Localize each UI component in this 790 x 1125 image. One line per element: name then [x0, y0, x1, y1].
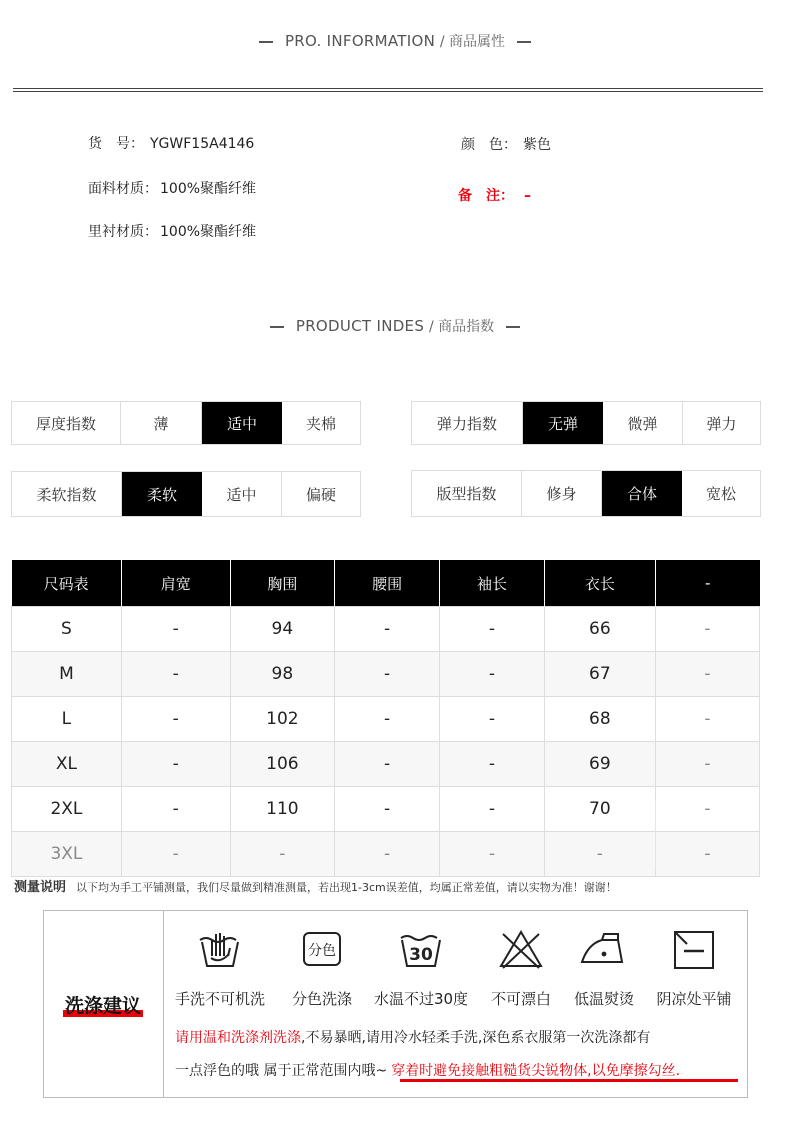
size-header-cell: - [655, 560, 759, 607]
size-value-cell: - [655, 607, 759, 652]
fabric-value: 100%聚酯纤维 [160, 181, 257, 197]
size-row [12, 787, 760, 832]
size-label-cell: 2XL [12, 787, 122, 832]
product-color-row: 颜 色： 紫色 [461, 137, 551, 153]
size-value-cell: - [440, 832, 545, 877]
lining-value: 100%聚酯纤维 [160, 224, 257, 240]
washing-text-warning: 穿着时避免接触粗糙货尖锐物体,以免摩擦勾丝. [391, 1063, 681, 1079]
size-value-cell: 98 [230, 652, 335, 697]
elasticity-index [411, 401, 761, 445]
svg-text:分色: 分色 [308, 943, 336, 959]
size-value-cell: 68 [544, 697, 655, 742]
care-item-separate-wash [274, 928, 370, 1009]
care-item-iron-low [556, 928, 652, 1009]
size-value-cell: 69 [544, 742, 655, 787]
elasticity-option: 微弹 [603, 402, 683, 444]
elasticity-option: 弹力 [706, 414, 737, 433]
washing-text-line-1: 请用温和洗涤剂洗涤,不易暴晒,请用冷水轻柔手洗,深色系衣服第一次洗涤都有 [175, 1030, 651, 1046]
size-value-cell: 106 [230, 742, 335, 787]
measure-note-text: 以下均为手工平铺测量，我们尽量做到精准测量，若出现1-3cm误差值，均属正常差值，请以实物为准！谢谢！ [76, 881, 617, 894]
care-label: 阴凉处平铺 [656, 990, 732, 1008]
care-label: 低温熨烫 [573, 990, 634, 1008]
size-value-cell: - [440, 787, 545, 832]
size-value-cell: - [335, 607, 440, 652]
iron-low-icon [578, 928, 630, 970]
care-label: 不可漂白 [490, 990, 551, 1008]
measure-note [14, 876, 617, 895]
size-value-cell: - [655, 697, 759, 742]
care-item-no-bleach [473, 928, 569, 1009]
softness-index [11, 471, 361, 517]
washing-title: 洗涤建议 [63, 991, 143, 1018]
title-dash-left [270, 326, 284, 328]
size-value-cell: - [440, 697, 545, 742]
size-value-cell: - [121, 607, 230, 652]
size-value-cell: 94 [230, 607, 335, 652]
size-header-cell: 袖长 [440, 560, 545, 607]
size-value-cell: - [121, 697, 230, 742]
size-row [12, 607, 760, 652]
elasticity-option-selected: 无弹 [523, 402, 603, 444]
size-value-cell: - [335, 652, 440, 697]
elasticity-index-label: 弹力指数 [412, 402, 523, 444]
measure-note-title: 测量说明 [14, 880, 67, 895]
size-value-cell: 66 [544, 607, 655, 652]
size-header-cell: 衣长 [544, 560, 655, 607]
size-label-cell: M [12, 652, 122, 697]
pro-information-title: PRO. INFORMATION / 商品属性 [0, 31, 790, 51]
divider-top [13, 88, 763, 89]
thickness-option: 夹棉 [305, 414, 336, 433]
size-row [12, 652, 760, 697]
title-dash-right [506, 326, 520, 328]
care-label: 分色洗涤 [291, 990, 352, 1008]
size-value-cell: - [655, 787, 759, 832]
size-header-cell: 胸围 [230, 560, 335, 607]
fit-index-label: 版型指数 [412, 471, 522, 516]
dry-flat-shade-icon [672, 928, 716, 970]
remark-value: – [524, 188, 531, 204]
size-value-cell: 102 [230, 697, 335, 742]
divider-bottom [13, 91, 763, 92]
size-header-cell: 肩宽 [121, 560, 230, 607]
table-guide-line [655, 800, 656, 870]
thickness-index [11, 401, 361, 445]
fit-option: 修身 [522, 471, 602, 516]
care-item-hand-wash [172, 928, 268, 1009]
separate-wash-icon [301, 928, 343, 970]
size-value-cell: - [544, 832, 655, 877]
size-value-cell: - [655, 742, 759, 787]
size-value-cell: - [440, 742, 545, 787]
product-code-row: 货 号： YGWF15A4146 [88, 136, 255, 152]
size-header-cell: 尺码表 [12, 560, 122, 607]
fit-index [411, 470, 761, 517]
size-header-cell: 腰围 [335, 560, 440, 607]
size-value-cell: 70 [544, 787, 655, 832]
size-table-header [12, 560, 760, 607]
size-label-cell: XL [12, 742, 122, 787]
size-value-cell: - [121, 742, 230, 787]
size-value-cell: - [335, 742, 440, 787]
size-value-cell: - [335, 832, 440, 877]
fit-option-selected: 合体 [602, 471, 682, 516]
size-value-cell: - [335, 787, 440, 832]
size-value-cell: - [121, 787, 230, 832]
remark-row: 备 注： – [458, 188, 531, 204]
thickness-option-selected: 适中 [202, 402, 282, 444]
product-color: 紫色 [523, 137, 551, 153]
thickness-index-label: 厚度指数 [12, 402, 121, 444]
size-value-cell: - [440, 607, 545, 652]
fabric-row: 面料材质： 100%聚酯纤维 [88, 181, 257, 197]
softness-option-selected: 柔软 [122, 472, 202, 516]
care-item-wash-30 [373, 928, 469, 1009]
size-row [12, 697, 760, 742]
washing-title-cell [43, 910, 164, 1098]
size-value-cell: - [335, 697, 440, 742]
lining-row: 里衬材质： 100%聚酯纤维 [88, 224, 257, 240]
product-index-title: PRODUCT INDES / 商品指数 [0, 316, 790, 336]
size-table [11, 560, 760, 877]
svg-text:30: 30 [409, 945, 433, 965]
softness-option: 适中 [202, 472, 282, 516]
care-item-dry-flat [646, 928, 742, 1009]
softness-option: 偏硬 [305, 485, 336, 504]
fit-option: 宽松 [705, 485, 736, 503]
warning-underline [400, 1079, 738, 1082]
size-value-cell: - [655, 832, 759, 877]
title-dash-left [259, 41, 273, 43]
size-label-cell: S [12, 607, 122, 652]
size-label-cell: 3XL [12, 832, 122, 877]
washing-text-highlight: 请用温和洗涤剂洗涤 [175, 1030, 301, 1046]
size-row [12, 832, 760, 877]
size-value-cell: 67 [544, 652, 655, 697]
size-row [12, 742, 760, 787]
care-label: 水温不过30度 [373, 990, 469, 1008]
product-code: YGWF15A4146 [150, 136, 255, 152]
no-bleach-icon [497, 928, 545, 970]
size-value-cell: - [655, 652, 759, 697]
wash-30-icon [397, 928, 445, 970]
thickness-option: 薄 [121, 402, 202, 444]
hand-wash-icon [196, 928, 244, 970]
size-value-cell: - [230, 832, 335, 877]
washing-text-line-2: 一点浮色的哦 属于正常范围内哦~ 穿着时避免接触粗糙货尖锐物体,以免摩擦勾丝. [175, 1063, 681, 1079]
size-value-cell: - [121, 832, 230, 877]
size-value-cell: - [440, 652, 545, 697]
size-label-cell: L [12, 697, 122, 742]
softness-index-label: 柔软指数 [12, 472, 122, 516]
size-value-cell: 110 [230, 787, 335, 832]
care-label: 手洗不可机洗 [174, 990, 265, 1008]
size-value-cell: - [121, 652, 230, 697]
title-dash-right [517, 41, 531, 43]
